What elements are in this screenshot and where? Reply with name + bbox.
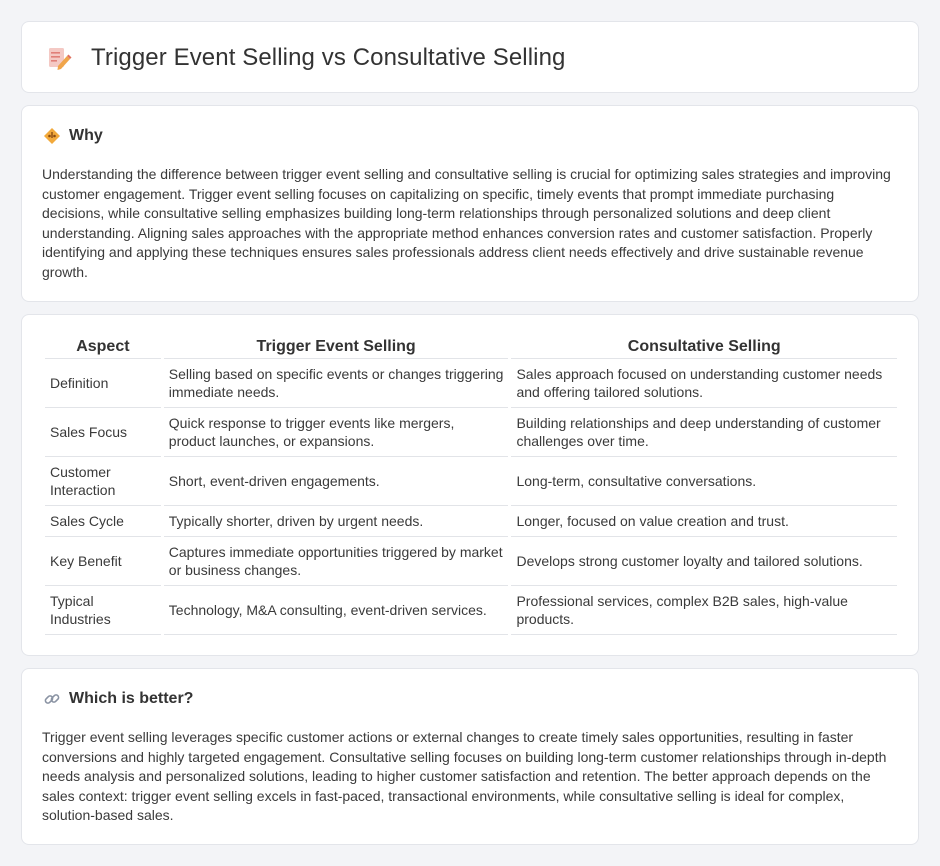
trigger-cell: Captures immediate opportunities triggered by market or business changes.	[164, 537, 509, 586]
trigger-cell: Typically shorter, driven by urgent needs.	[164, 506, 509, 537]
comparison-section	[21, 314, 919, 656]
consultative-cell: Develops strong customer loyalty and tailored solutions.	[511, 537, 897, 586]
title-card	[21, 21, 919, 93]
why-section	[21, 105, 919, 302]
consultative-cell: Longer, focused on value creation and trust.	[511, 506, 897, 537]
trigger-cell: Quick response to trigger events like mergers, product launches, or expansions.	[164, 408, 509, 457]
better-heading	[43, 690, 193, 708]
column-header: Consultative Selling	[511, 335, 897, 359]
table-row	[45, 537, 897, 586]
aspect-cell: Typical Industries	[45, 586, 161, 635]
table-row	[45, 408, 897, 457]
table-header-row	[45, 335, 897, 359]
trigger-cell: Short, event-driven engagements.	[164, 457, 509, 506]
link-icon	[43, 690, 61, 708]
better-title: Which is better?	[69, 690, 194, 707]
diamond-signal-icon	[43, 127, 61, 145]
table-row	[45, 506, 897, 537]
consultative-cell: Professional services, complex B2B sales, high-value products.	[511, 586, 897, 635]
title-row	[46, 44, 566, 72]
aspect-cell: Sales Focus	[45, 408, 161, 457]
document-pencil-icon	[46, 44, 72, 72]
why-title: Why	[69, 127, 103, 144]
aspect-cell: Definition	[45, 359, 161, 408]
table-row	[45, 586, 897, 635]
aspect-cell: Sales Cycle	[45, 506, 161, 537]
aspect-cell: Customer Interaction	[45, 457, 161, 506]
aspect-cell: Key Benefit	[45, 537, 161, 586]
page-title: Trigger Event Selling vs Consultative Selling	[91, 44, 566, 71]
why-heading	[43, 127, 103, 145]
column-header: Aspect	[45, 335, 161, 359]
better-body: Trigger event selling leverages specific customer actions or external changes to create timely sales opportunities, resulting in faster conversions and highly targeted engagement. Consultative selling focuses on building long-term customer relationships through in-depth needs analysis and personalized solutions, leading to higher customer satisfaction and retention. The better approach depends on the sales context: trigger event selling excels in fast-paced, transactional environments, while consultative selling is ideal for complex, solution-based sales.	[42, 729, 887, 823]
consultative-cell: Long-term, consultative conversations.	[511, 457, 897, 506]
table-row	[45, 457, 897, 506]
comparison-table	[42, 335, 900, 635]
why-body: Understanding the difference between trigger event selling and consultative selling is crucial for optimizing sales strategies and improving customer engagement. Trigger event selling focuses on capitalizing on specific, timely events that prompt immediate purchasing decisions, while consultative selling emphasizes building long-term relationships through personalized solutions and deep client understanding. Aligning sales approaches with the appropriate method enhances conversion rates and customer satisfaction. Properly identifying and applying these techniques ensures sales professionals address client needs effectively and drive sustainable revenue growth.	[42, 166, 891, 280]
table-row	[45, 359, 897, 408]
consultative-cell: Building relationships and deep understanding of customer challenges over time.	[511, 408, 897, 457]
which-better-section	[21, 668, 919, 845]
column-header: Trigger Event Selling	[164, 335, 509, 359]
trigger-cell: Technology, M&A consulting, event-driven services.	[164, 586, 509, 635]
consultative-cell: Sales approach focused on understanding customer needs and offering tailored solutions.	[511, 359, 897, 408]
trigger-cell: Selling based on specific events or changes triggering immediate needs.	[164, 359, 509, 408]
